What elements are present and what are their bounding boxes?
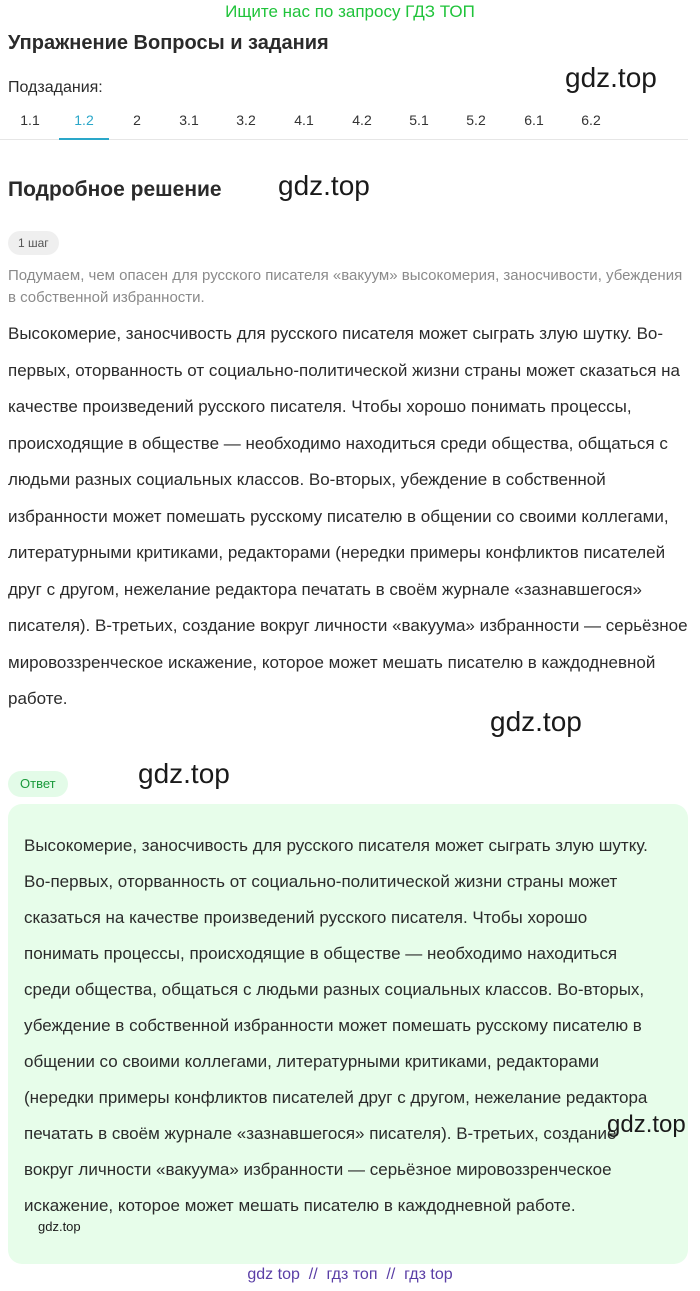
subtask-tabs <box>0 104 688 140</box>
tab-2[interactable]: 2 <box>133 112 141 128</box>
watermark: gdz.top <box>38 1219 81 1234</box>
exercise-title: Упражнение Вопросы и задания <box>8 32 329 54</box>
tab-6-1[interactable]: 6.1 <box>524 112 544 128</box>
answer-text: Высокомерие, заносчивость для русского писателя может сыграть злую шутку. Во-первых, оторванность от социально-политической жизни страны может сказаться на качестве произведений русского писателя. Чтобы хорошо понимать процессы, происходящие в обществе — необходимо находиться среди общества, общаться с людьми разных социальных классов. Во-вторых, убеждение в собственной избранности может помешать русскому писателю в общении со своими коллегами, литературными критиками, редакторами (нередки примеры конфликтов писателей друг с другом, нежелание редактора печатать в своём журнале «зазнавшегося» писателя). В-третьих, создание вокруг личности «вакуума» избранности — серьёзное мировоззренческое искажение, которое может мешать писателю в каждодневной работе. <box>24 836 648 1215</box>
search-banner[interactable]: Ищите нас по запросу ГДЗ ТОП <box>225 2 475 21</box>
tab-1-2[interactable]: 1.2 <box>59 104 109 140</box>
watermark: gdz.top <box>138 758 230 789</box>
tab-5-2[interactable]: 5.2 <box>466 112 486 128</box>
watermark: gdz.top <box>607 1111 686 1138</box>
watermark: gdz.top <box>278 170 370 201</box>
solution-title: Подробное решение <box>8 178 222 201</box>
step-hint: Подумаем, чем опасен для русского писателя «вакуум» высокомерия, заносчивости, убеждения в собственной избранности. <box>8 267 683 306</box>
step-badge: 1 шаг <box>8 231 59 255</box>
tab-4-2[interactable]: 4.2 <box>352 112 372 128</box>
watermark: gdz.top <box>565 62 657 93</box>
tab-3-2[interactable]: 3.2 <box>236 112 256 128</box>
solution-text: Высокомерие, заносчивость для русского писателя может сыграть злую шутку. Во-первых, оторванность от социально-политической жизни страны может сказаться на качестве произведений русского писателя. Чтобы хорошо понимать процессы, происходящие в обществе — необходимо находиться среди общества, общаться с людьми разных социальных классов. Во-вторых, убеждение в собственной избранности может помешать русскому писателю в общении со своими коллегами, литературными критиками, редакторами (нередки примеры конфликтов писателей друг с другом, нежелание редактора печатать в своём журнале «зазнавшегося» писателя). В-третьих, создание вокруг личности «вакуума» избранности — серьёзное мировоззренческое искажение, которое может мешать писателю в каждодневной работе. <box>8 324 688 708</box>
watermark: gdz.top <box>490 706 582 737</box>
tab-6-2[interactable]: 6.2 <box>581 112 601 128</box>
tab-5-1[interactable]: 5.1 <box>409 112 429 128</box>
tab-4-1[interactable]: 4.1 <box>294 112 314 128</box>
subtasks-label: Подзадания: <box>8 79 103 96</box>
tab-1-1[interactable]: 1.1 <box>20 112 40 128</box>
tab-3-1[interactable]: 3.1 <box>179 112 199 128</box>
footer-links[interactable]: gdz top // гдз топ // гдз top <box>247 1266 453 1283</box>
answer-badge: Ответ <box>8 771 68 797</box>
